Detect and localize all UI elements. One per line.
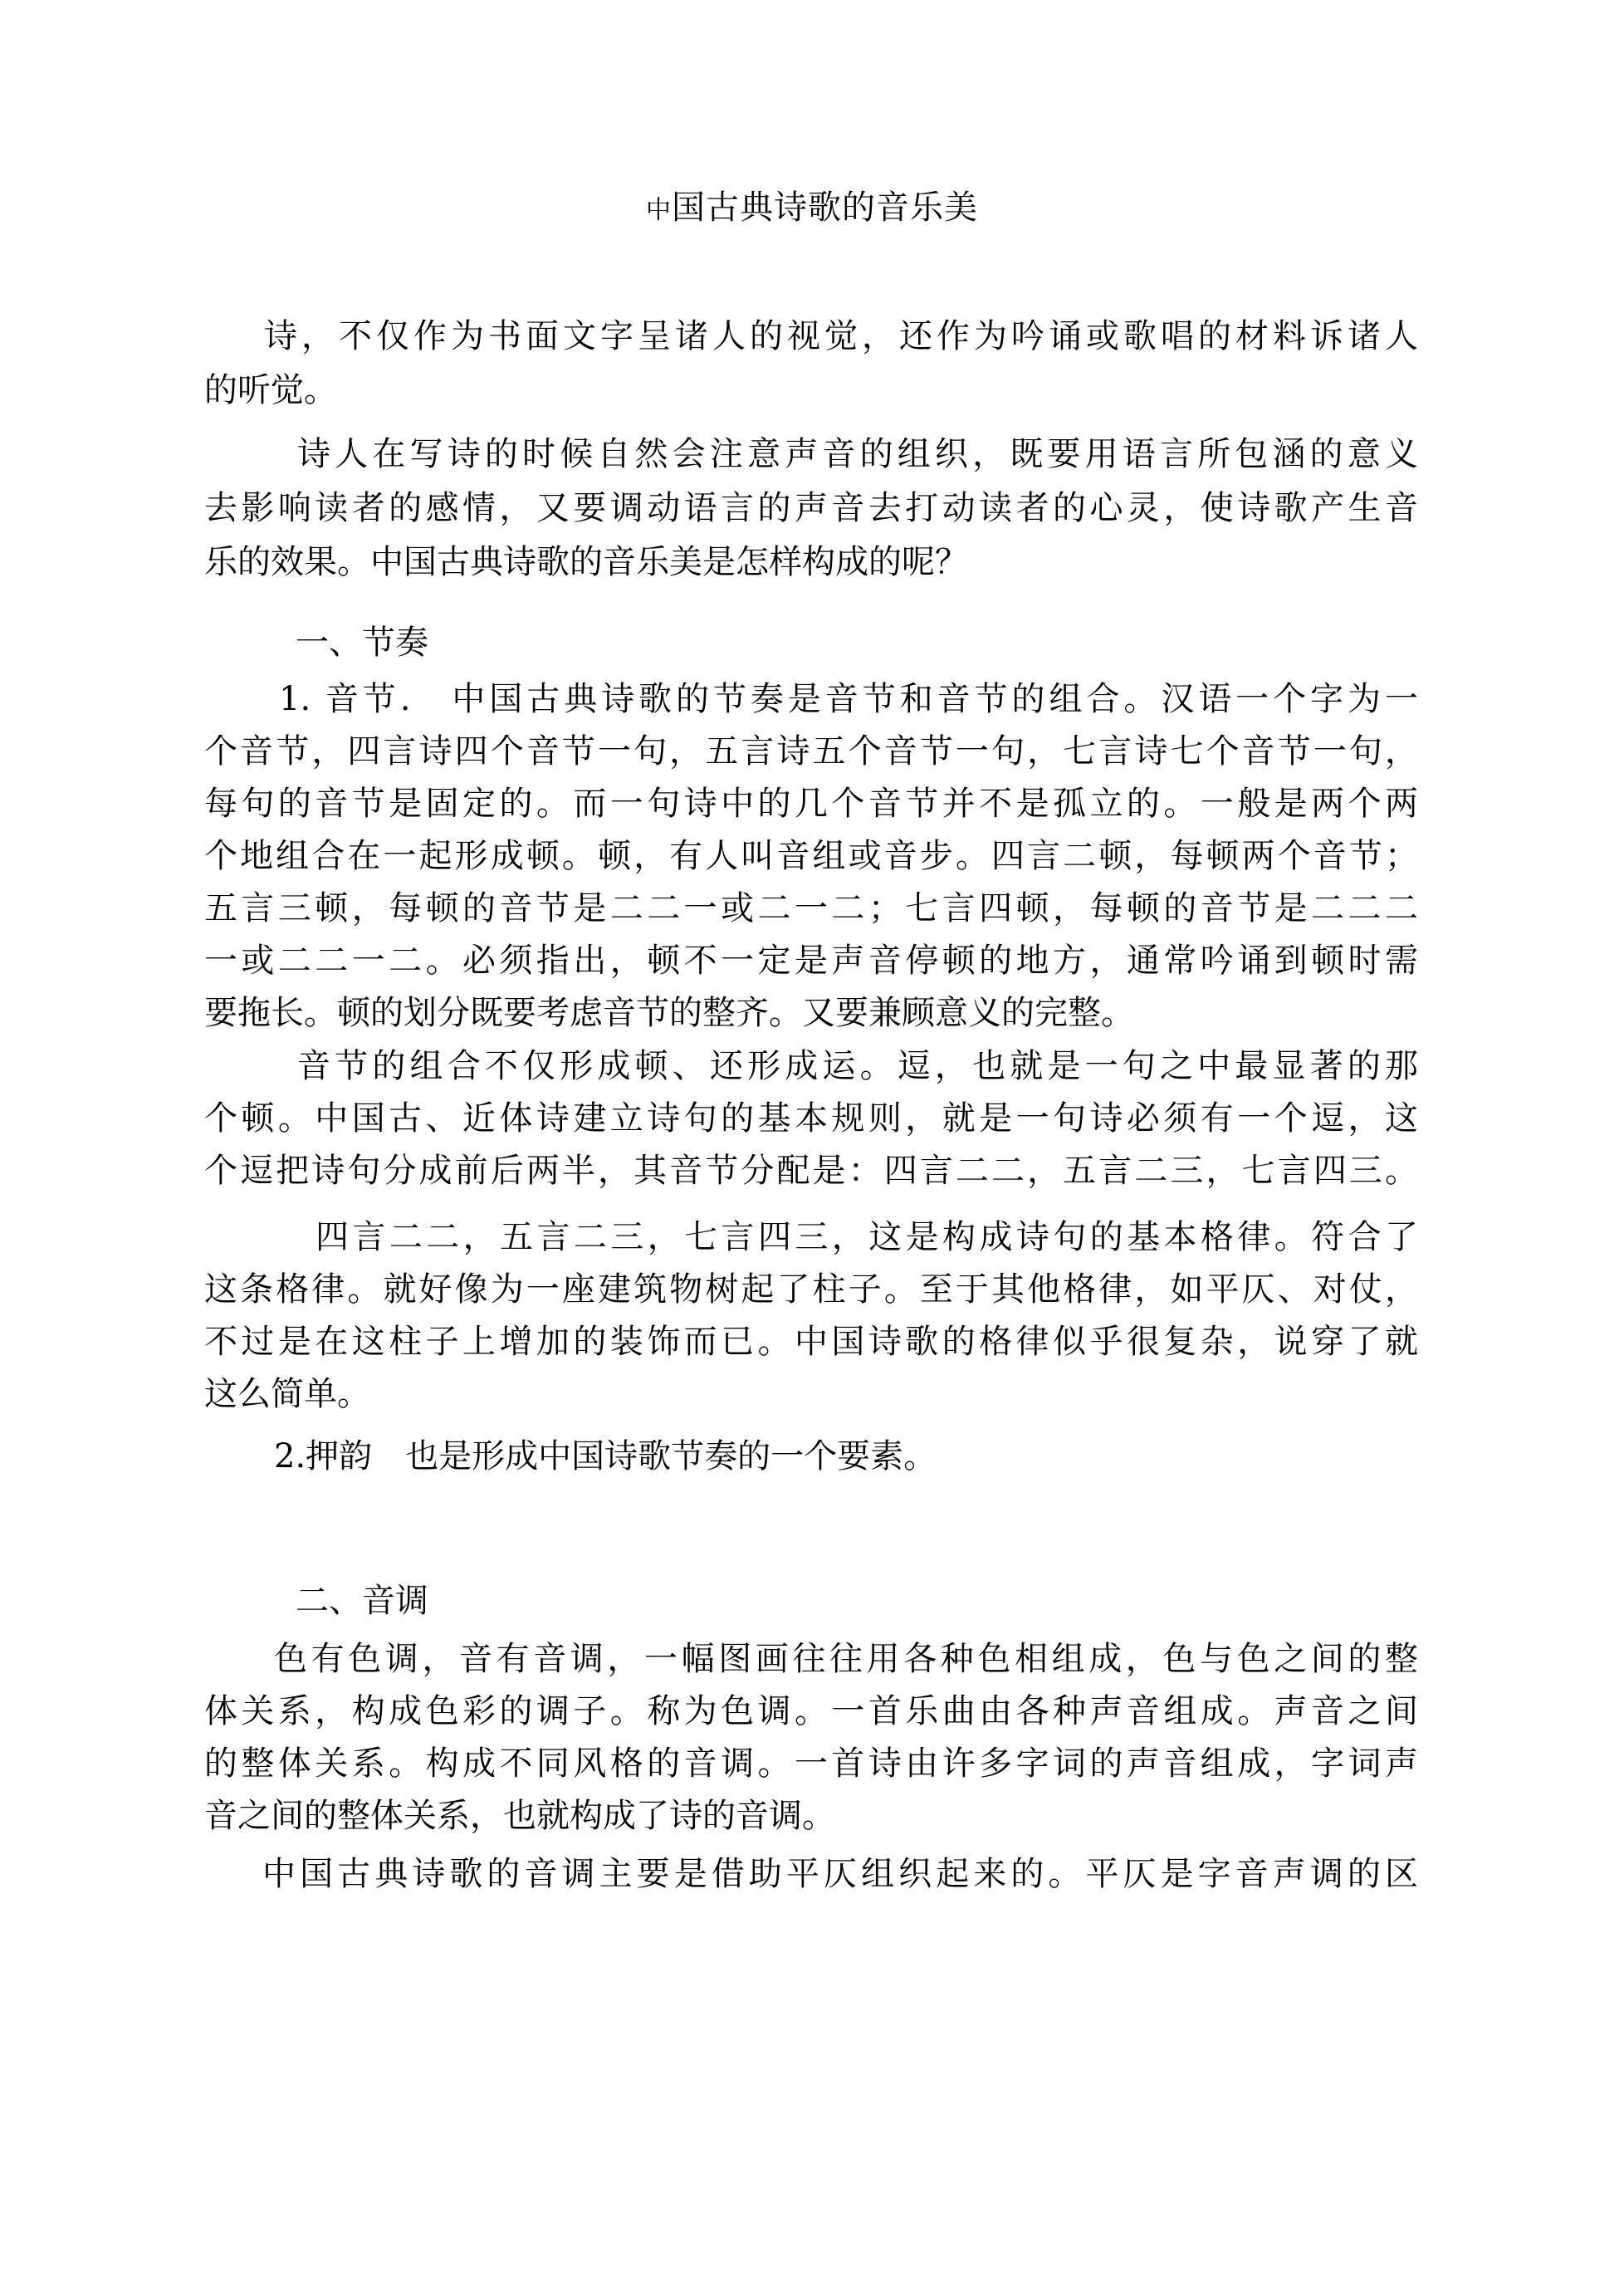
body-line: 每句的音节是固定的。而一句诗中的几个音节并不是孤立的。一般是两个两 (204, 785, 1418, 823)
body-line: 五言三顿，每顿的音节是二二一或二一二；七言四顿，每顿的音节是二二二 (204, 889, 1418, 927)
body-line: 要拖长。顿的划分既要考虑音节的整齐。又要兼顾意义的完整。 (204, 994, 1134, 1032)
body-line: 诗，不仅作为书面文字呈诸人的视觉，还作为吟诵或歌唱的材料诉诸人 (264, 317, 1418, 355)
document-title (0, 183, 1624, 236)
body-line: 四言二二，五言二三，七言四三，这是构成诗句的基本格律。符合了 (316, 1218, 1418, 1256)
section-heading: 二、音调 (296, 1582, 428, 1620)
body-line: 个顿。中国古、近体诗建立诗句的基本规则，就是一句诗必须有一个逗，这 (204, 1099, 1418, 1138)
body-line: 个地组合在一起形成顿。顿，有人叫音组或音步。四言二顿，每顿两个音节； (204, 837, 1418, 875)
body-line: 这条格律。就好像为一座建筑物树起了柱子。至于其他格律，如平仄、对仗， (204, 1270, 1418, 1309)
body-line: 去影响读者的感情，又要调动语言的声音去打动读者的心灵，使诗歌产生音 (204, 489, 1418, 527)
title-text: 国古典诗歌的音乐美 (672, 188, 978, 227)
body-line: 的听觉。 (204, 371, 337, 409)
body-line: 个逗把诗句分成前后两半，其音节分配是：四言二二，五言二三，七言四三。 (204, 1152, 1418, 1190)
title-prefix: 中 (646, 196, 672, 225)
body-line: 的整体关系。构成不同风格的音调。一首诗由许多字词的声音组成，字词声 (204, 1744, 1418, 1783)
body-line: 2.押韵 也是形成中国诗歌节奏的一个要素。 (274, 1437, 937, 1475)
body-line: 这么简单。 (204, 1375, 370, 1413)
body-line: 中国古典诗歌的音调主要是借助平仄组织起来的。平仄是字音声调的区 (262, 1855, 1418, 1893)
body-line: 个音节，四言诗四个音节一句，五言诗五个音节一句，七言诗七个音节一句， (204, 732, 1418, 771)
body-line: 乐的效果。中国古典诗歌的音乐美是怎样构成的呢？ (204, 543, 968, 581)
body-line: 体关系，构成色彩的调子。称为色调。一首乐曲由各种声音组成。声音之间 (204, 1692, 1418, 1730)
body-line: 1. 音节. 中国古典诗歌的节奏是音节和音节的组合。汉语一个字为一 (279, 680, 1418, 718)
section-heading: 一、节奏 (296, 624, 428, 662)
body-line: 音节的组合不仅形成顿、还形成运。逗，也就是一句之中最显著的那 (297, 1047, 1418, 1085)
body-line: 色有色调，音有音调，一幅图画往往用各种色相组成，色与色之间的整 (274, 1640, 1418, 1678)
body-line: 诗人在写诗的时候自然会注意声音的组织，既要用语言所包涵的意义 (297, 435, 1418, 473)
body-line: 一或二二一二。必须指出，顿不一定是声音停顿的地方，通常吟诵到顿时需 (204, 942, 1418, 980)
body-line: 音之间的整体关系，也就构成了诗的音调。 (204, 1797, 835, 1835)
body-line: 不过是在这柱子上增加的装饰而已。中国诗歌的格律似乎很复杂，说穿了就 (204, 1323, 1418, 1361)
